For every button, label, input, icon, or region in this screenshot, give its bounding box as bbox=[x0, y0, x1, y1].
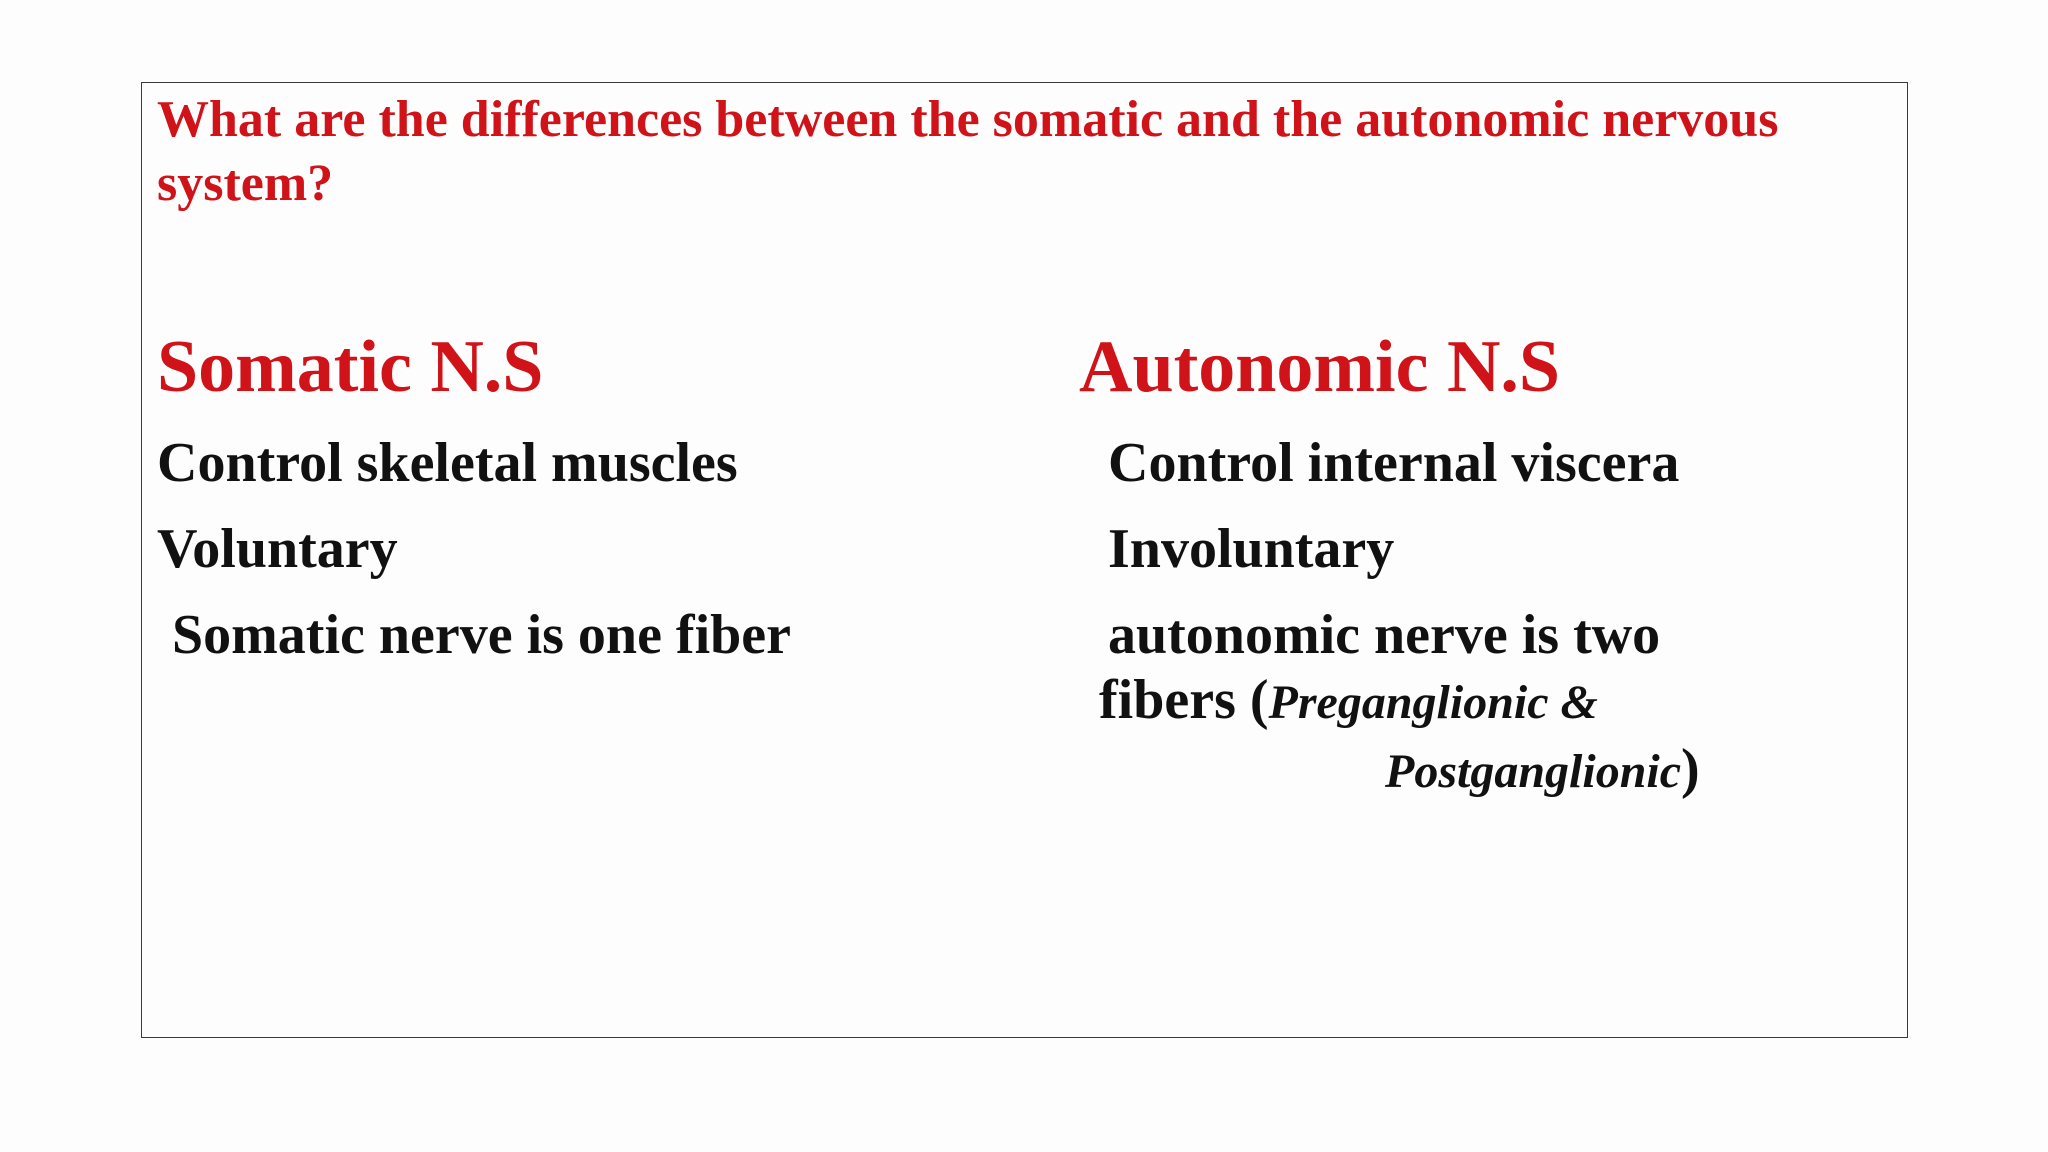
content-frame bbox=[141, 82, 1908, 1038]
postganglionic-label: Postganglionic bbox=[1385, 745, 1682, 798]
somatic-item-voluntary: Voluntary bbox=[157, 518, 398, 580]
fibers-lead: fibers ( bbox=[1099, 669, 1269, 731]
somatic-item-fiber: Somatic nerve is one fiber bbox=[172, 604, 791, 666]
autonomic-postganglionic-line bbox=[1385, 736, 1700, 805]
autonomic-item-control: Control internal viscera bbox=[1108, 432, 1680, 494]
slide-question: What are the differences between the somatic and the autonomic nervous system? bbox=[157, 91, 1779, 212]
somatic-item-control: Control skeletal muscles bbox=[157, 432, 738, 494]
fibers-close: ) bbox=[1681, 738, 1700, 800]
autonomic-item-involuntary: Involuntary bbox=[1108, 518, 1395, 580]
autonomic-item-fiber: autonomic nerve is two bbox=[1108, 604, 1661, 666]
somatic-heading: Somatic N.S bbox=[157, 326, 544, 408]
preganglionic-label: Preganglionic & bbox=[1268, 676, 1598, 729]
autonomic-heading: Autonomic N.S bbox=[1079, 326, 1561, 408]
autonomic-fibers-line bbox=[1099, 667, 1598, 736]
